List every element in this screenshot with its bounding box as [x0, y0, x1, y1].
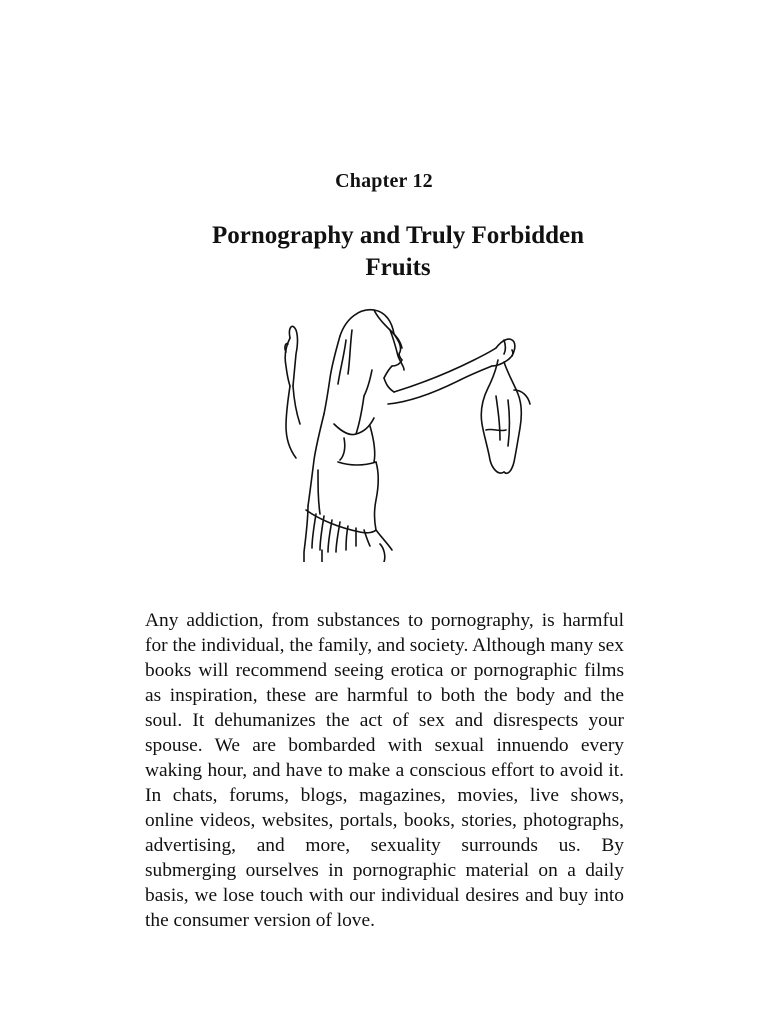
- chapter-title: Pornography and Truly Forbidden Fruits: [211, 222, 585, 281]
- chapter-label: Chapter 12: [335, 170, 433, 192]
- figure-illustration-icon: [260, 300, 540, 562]
- body-paragraph: Any addiction, from substances to pornography, is harmful for the individual, the family, and society. Although many sex books will recommend seeing erotica or pornographic films as inspiration, these are harmful to both the body and the soul. It dehumanizes the act of sex and disrespects your spouse. We are bombarded with sexual innuendo every waking hour, and have to make a conscious effort to avoid it. In chats, forums, blogs, magazines, movies, live shows, online videos, websites, portals, books, stories, photographs, advertising, and more, sexuality surrounds us. By submerging ourselves in pornographic material on a daily basis, we lose touch with our individual desires and buy into the consumer version of love.: [145, 610, 624, 932]
